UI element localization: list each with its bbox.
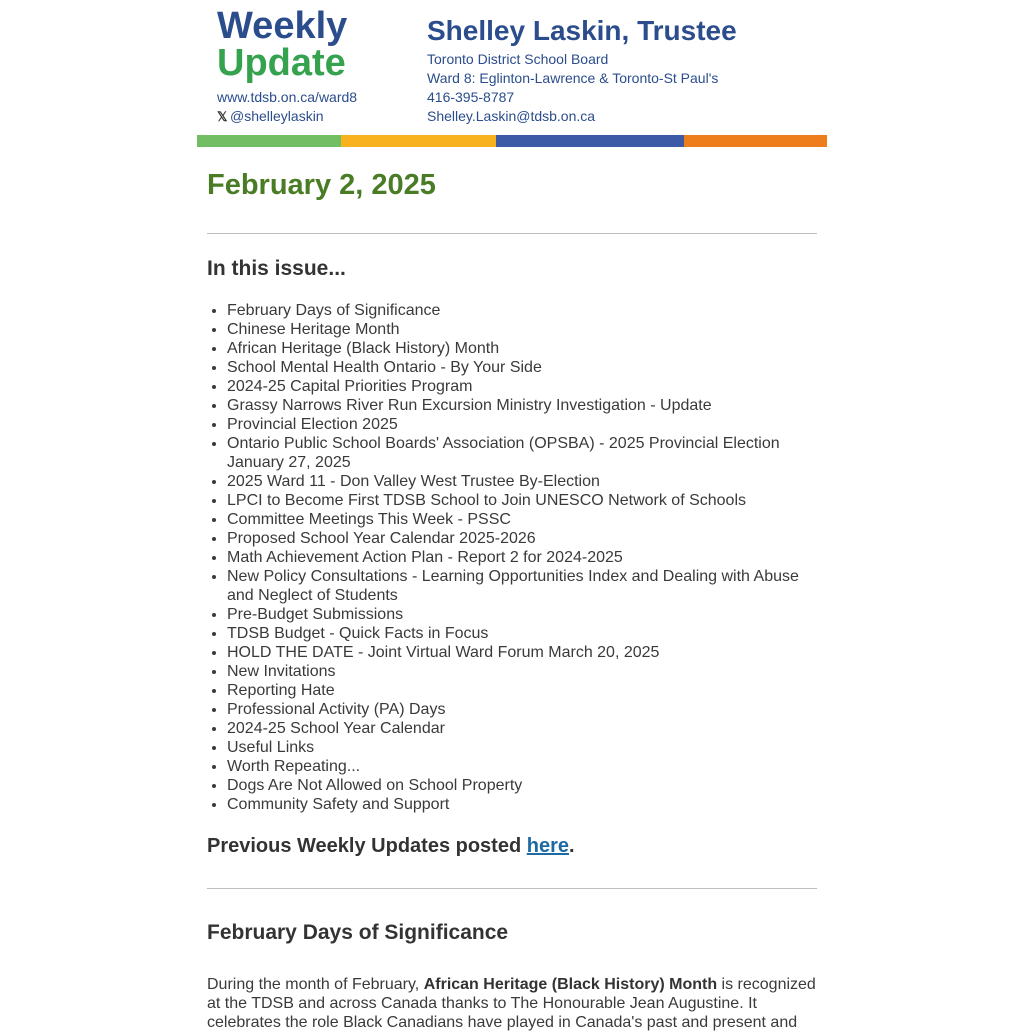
toc-item[interactable]: • New Policy Consultations - Learning Opportunities Index and Dealing with Abuse and Neglect of Students bbox=[227, 567, 827, 605]
toc-item[interactable]: • Chinese Heritage Month bbox=[227, 320, 827, 339]
color-bar-orange bbox=[684, 135, 827, 147]
toc-item[interactable]: • Ontario Public School Boards' Association (OPSBA) - 2025 Provincial Election January 27, 2025 bbox=[227, 434, 827, 472]
toc-item[interactable]: • February Days of Significance bbox=[227, 301, 827, 320]
social-handle[interactable]: @shelleylaskin bbox=[230, 108, 324, 124]
table-of-contents bbox=[207, 301, 827, 814]
previous-updates bbox=[207, 833, 575, 859]
color-bar-green bbox=[197, 135, 341, 147]
toc-item[interactable]: • TDSB Budget - Quick Facts in Focus bbox=[227, 624, 827, 643]
section-intro bbox=[207, 975, 817, 1032]
ward-website-link[interactable]: www.tdsb.on.ca/ward8 bbox=[217, 89, 358, 105]
intro-bold: African Heritage (Black History) Month bbox=[423, 976, 718, 993]
previous-updates-text: Previous Weekly Updates posted bbox=[207, 835, 527, 857]
newsletter-header bbox=[197, 0, 827, 135]
toc-item[interactable]: • LPCI to Become First TDSB School to Join UNESCO Network of Schools bbox=[227, 491, 827, 510]
toc-item[interactable]: • Reporting Hate bbox=[227, 681, 827, 700]
toc-item[interactable]: • Professional Activity (PA) Days bbox=[227, 700, 827, 719]
toc-item[interactable]: • 2025 Ward 11 - Don Valley West Trustee By-Election bbox=[227, 472, 827, 491]
previous-updates-link[interactable]: here bbox=[526, 835, 569, 857]
toc-item[interactable]: • Community Safety and Support bbox=[227, 795, 827, 814]
logo-weekly: Weekly bbox=[217, 5, 348, 47]
color-bar-yellow bbox=[341, 135, 496, 147]
ward-name: Ward 8: Eglinton-Lawrence & Toronto-St Paul's bbox=[427, 70, 719, 86]
logo-update: Update bbox=[217, 42, 346, 84]
toc-item[interactable]: • African Heritage (Black History) Month bbox=[227, 339, 827, 358]
divider bbox=[207, 233, 817, 234]
toc-item[interactable]: • Worth Repeating... bbox=[227, 757, 827, 776]
toc-item[interactable]: • 2024-25 Capital Priorities Program bbox=[227, 377, 827, 396]
email-link[interactable]: Shelley.Laskin@tdsb.on.ca bbox=[427, 108, 596, 124]
toc-item[interactable]: • Pre-Budget Submissions bbox=[227, 605, 827, 624]
x-logo-icon: 𝕏 bbox=[217, 109, 228, 124]
toc-item[interactable]: • Dogs Are Not Allowed on School Property bbox=[227, 776, 827, 795]
toc-item[interactable]: • Math Achievement Action Plan - Report 2 for 2024-2025 bbox=[227, 548, 827, 567]
issue-date: February 2, 2025 bbox=[207, 169, 436, 201]
board-name: Toronto District School Board bbox=[427, 51, 609, 67]
previous-updates-suffix: . bbox=[569, 835, 575, 857]
in-this-issue-heading: In this issue... bbox=[207, 257, 346, 280]
toc-item[interactable]: • Committee Meetings This Week - PSSC bbox=[227, 510, 827, 529]
intro-rest: is recognized at the TDSB and across Canada thanks to The Honourable Jean Augustine. It celebrates the role Black Canadians have played in Canada's past and present and bbox=[207, 976, 816, 1031]
toc-item[interactable]: • Useful Links bbox=[227, 738, 827, 757]
social-link[interactable] bbox=[217, 107, 324, 126]
section-heading: February Days of Significance bbox=[207, 921, 509, 944]
toc-item[interactable]: • 2024-25 School Year Calendar bbox=[227, 719, 827, 738]
toc-item[interactable]: • Grassy Narrows River Run Excursion Ministry Investigation - Update bbox=[227, 396, 827, 415]
phone-number[interactable]: 416-395-8787 bbox=[427, 89, 515, 105]
divider bbox=[207, 888, 817, 889]
toc-item[interactable]: • Proposed School Year Calendar 2025-2026 bbox=[227, 529, 827, 548]
newsletter-page bbox=[197, 0, 827, 1031]
color-bar bbox=[197, 135, 827, 147]
toc-item[interactable]: • HOLD THE DATE - Joint Virtual Ward Forum March 20, 2025 bbox=[227, 643, 827, 662]
toc-item[interactable]: • School Mental Health Ontario - By Your Side bbox=[227, 358, 827, 377]
trustee-name: Shelley Laskin, Trustee bbox=[427, 15, 737, 46]
intro-start: During the month of February, bbox=[207, 976, 424, 993]
toc-item[interactable]: • Provincial Election 2025 bbox=[227, 415, 827, 434]
color-bar-blue bbox=[496, 135, 684, 147]
toc-item[interactable]: • New Invitations bbox=[227, 662, 827, 681]
